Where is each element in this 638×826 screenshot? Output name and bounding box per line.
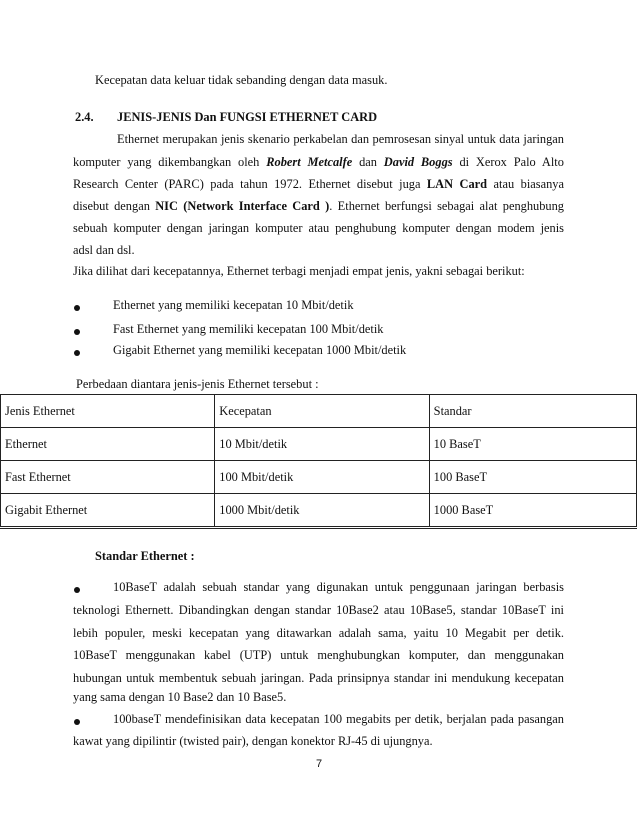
table-cell: 1000 BaseT xyxy=(429,494,636,528)
standar1-line-2: teknologi Ethernett. Dibandingkan dengan standar 10Base2 atau 10Base5, standar 10BaseT ini xyxy=(73,603,564,617)
table-header-cell: Jenis Ethernet xyxy=(1,395,215,428)
table-cell: 100 Mbit/detik xyxy=(215,461,429,494)
bullet-icon xyxy=(74,329,80,335)
paragraph-line-6: adsl dan dsl. xyxy=(73,243,135,257)
bullet-icon xyxy=(74,305,80,311)
table-row xyxy=(1,494,637,528)
bullet-icon xyxy=(74,350,80,356)
paragraph-line-4: disebut dengan NIC (Network Interface Card ). Ethernet berfungsi sebagai alat penghubung xyxy=(73,199,565,213)
page-number: 7 xyxy=(315,758,323,770)
paragraph-line-5: sebuah komputer dengan jaringan komputer atau penghubung komputer dengan modem jenis xyxy=(73,221,564,235)
standar1-line-6: yang sama dengan 10 Base2 dan 10 Base5. xyxy=(73,690,287,704)
table-header-cell: Standar xyxy=(429,395,636,428)
table-cell: Gigabit Ethernet xyxy=(1,494,215,528)
bullet-icon xyxy=(74,587,80,593)
table-cell: 100 BaseT xyxy=(429,461,636,494)
intro-line: Kecepatan data keluar tidak sebanding dengan data masuk. xyxy=(95,73,388,87)
paragraph-line-7: Jika dilihat dari kecepatannya, Ethernet terbagi menjadi empat jenis, yakni sebagai berikut: xyxy=(73,264,525,278)
ethernet-table xyxy=(0,394,637,529)
standar-heading: Standar Ethernet : xyxy=(95,549,195,563)
table-row xyxy=(1,428,637,461)
table-cell: Ethernet xyxy=(1,428,215,461)
table-cell: 1000 Mbit/detik xyxy=(215,494,429,528)
standar1-line-4: 10BaseT menggunakan kabel (UTP) untuk menghubungkan komputer, dan menggunakan xyxy=(73,648,564,662)
standar1-line-3: lebih populer, meski kecepatan yang ditawarkan adalah sama, yaitu 10 Megabit per detik. xyxy=(73,626,564,640)
list-item: Fast Ethernet yang memiliki kecepatan 100 Mbit/detik xyxy=(113,322,384,336)
table-cell: Fast Ethernet xyxy=(1,461,215,494)
table-row xyxy=(1,461,637,494)
standar2-line-2: kawat yang dipilintir (twisted pair), dengan konektor RJ-45 di ujungnya. xyxy=(73,734,433,748)
list-item: Ethernet yang memiliki kecepatan 10 Mbit/detik xyxy=(113,298,354,312)
standar2-line-1: 100baseT mendefinisikan data kecepatan 100 megabits per detik, berjalan pada pasangan xyxy=(113,712,564,726)
table-header-cell: Kecepatan xyxy=(215,395,429,428)
paragraph-line-3: Research Center (PARC) pada tahun 1972. Ethernet disebut juga LAN Card atau biasanya xyxy=(73,177,564,191)
section-title: JENIS-JENIS Dan FUNGSI ETHERNET CARD xyxy=(117,110,378,124)
table-caption: Perbedaan diantara jenis-jenis Ethernet tersebut : xyxy=(76,377,319,391)
standar1-line-5: hubungan untuk membentuk sebuah jaringan. Pada prinsipnya standar ini mendukung kecepatan xyxy=(73,671,564,685)
list-item: Gigabit Ethernet yang memiliki kecepatan 1000 Mbit/detik xyxy=(113,343,407,357)
section-number: 2.4. xyxy=(75,110,94,124)
bullet-icon xyxy=(74,719,80,725)
paragraph-line-2: komputer yang dikembangkan oleh Robert Metcalfe dan David Boggs di Xerox Palo Alto xyxy=(73,155,564,169)
standar1-line-1: 10BaseT adalah sebuah standar yang digunakan untuk penggunaan jaringan berbasis xyxy=(113,580,564,594)
table-cell: 10 BaseT xyxy=(429,428,636,461)
paragraph-line-1: Ethernet merupakan jenis skenario perkabelan dan pemrosesan sinyal untuk data jaringan xyxy=(117,132,564,146)
table-header-row xyxy=(1,395,637,428)
table-cell: 10 Mbit/detik xyxy=(215,428,429,461)
